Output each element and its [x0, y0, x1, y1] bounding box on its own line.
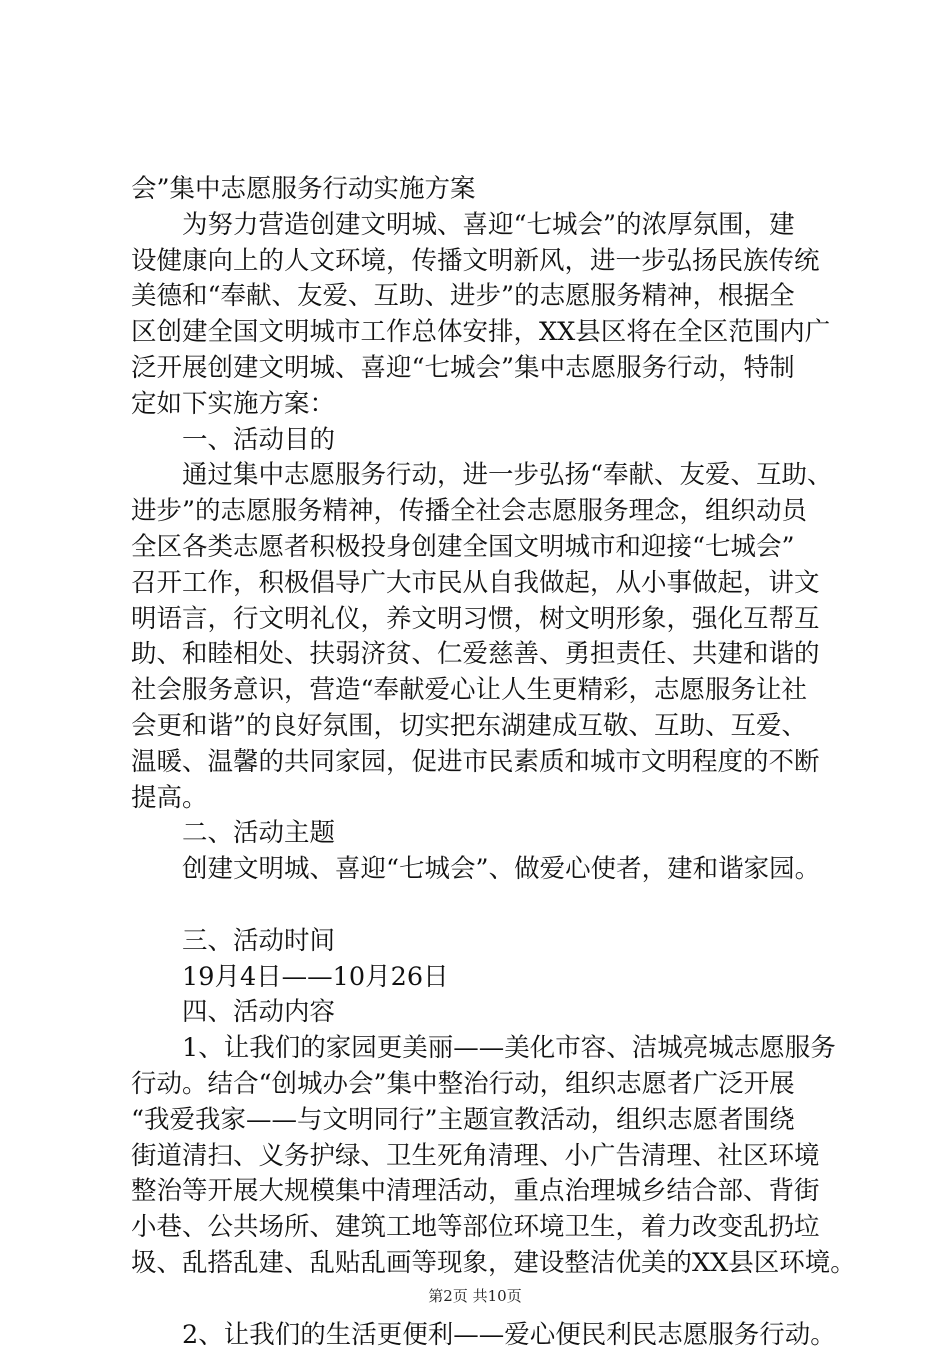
paragraph-line: 会”集中志愿服务行动实施方案 [131, 172, 851, 208]
page-number-footer: 第2页 共10页 [0, 1286, 950, 1306]
paragraph-line: 小巷、公共场所、建筑工地等部位环境卫生，着力改变乱扔垃 [131, 1210, 851, 1246]
paragraph-line: 整治等开展大规模集中清理活动，重点治理城乡结合部、背街 [131, 1174, 851, 1210]
paragraph-line: 创建文明城、喜迎“七城会”、做爱心使者，建和谐家园。 [131, 852, 851, 888]
paragraph-line: 温暖、温馨的共同家园，促进市民素质和城市文明程度的不断 [131, 745, 851, 781]
section-heading-theme: 二、活动主题 [131, 816, 851, 852]
paragraph-line: 2、让我们的生活更便利——爱心便民利民志愿服务行动。 [131, 1318, 851, 1353]
paragraph-line: 助、和睦相处、扶弱济贫、仁爱慈善、勇担责任、共建和谐的 [131, 637, 851, 673]
paragraph-line: 通过集中志愿服务行动，进一步弘扬“奉献、友爱、互助、 [131, 458, 851, 494]
paragraph-line: 为努力营造创建文明城、喜迎“七城会”的浓厚氛围，建 [131, 208, 851, 244]
paragraph-line: 会更和谐”的良好氛围，切实把东湖建成互敬、互助、互爱、 [131, 709, 851, 745]
paragraph-line: 泛开展创建文明城、喜迎“七城会”集中志愿服务行动，特制 [131, 351, 851, 387]
section-heading-content: 四、活动内容 [131, 995, 851, 1031]
paragraph-line: 19月4日——10月26日 [131, 960, 851, 996]
blank-line [131, 888, 851, 924]
paragraph-line: 街道清扫、义务护绿、卫生死角清理、小广告清理、社区环境 [131, 1139, 851, 1175]
paragraph-line: 提高。 [131, 781, 851, 817]
section-heading-time: 三、活动时间 [131, 924, 851, 960]
paragraph-line: 设健康向上的人文环境，传播文明新风，进一步弘扬民族传统 [131, 244, 851, 280]
paragraph-line: 区创建全国文明城市工作总体安排，XX县区将在全区范围内广 [131, 315, 851, 351]
document-body [131, 172, 851, 1353]
paragraph-line: 全区各类志愿者积极投身创建全国文明城市和迎接“七城会” [131, 530, 851, 566]
paragraph-line: 1、让我们的家园更美丽——美化市容、洁城亮城志愿服务 [131, 1031, 851, 1067]
paragraph-line: 行动。结合“创城办会”集中整治行动，组织志愿者广泛开展 [131, 1067, 851, 1103]
section-heading-purpose: 一、活动目的 [131, 423, 851, 459]
paragraph-line: 美德和“奉献、友爱、互助、进步”的志愿服务精神，根据全 [131, 279, 851, 315]
paragraph-line: 圾、乱搭乱建、乱贴乱画等现象，建设整洁优美的XX县区环境。 [131, 1246, 851, 1282]
paragraph-line: 召开工作，积极倡导广大市民从自我做起，从小事做起，讲文 [131, 566, 851, 602]
paragraph-line: “我爱我家——与文明同行”主题宣教活动，组织志愿者围绕 [131, 1103, 851, 1139]
paragraph-line: 明语言，行文明礼仪，养文明习惯，树文明形象，强化互帮互 [131, 602, 851, 638]
paragraph-line: 进步”的志愿服务精神，传播全社会志愿服务理念，组织动员 [131, 494, 851, 530]
paragraph-line: 定如下实施方案： [131, 387, 851, 423]
paragraph-line: 社会服务意识，营造“奉献爱心让人生更精彩，志愿服务让社 [131, 673, 851, 709]
